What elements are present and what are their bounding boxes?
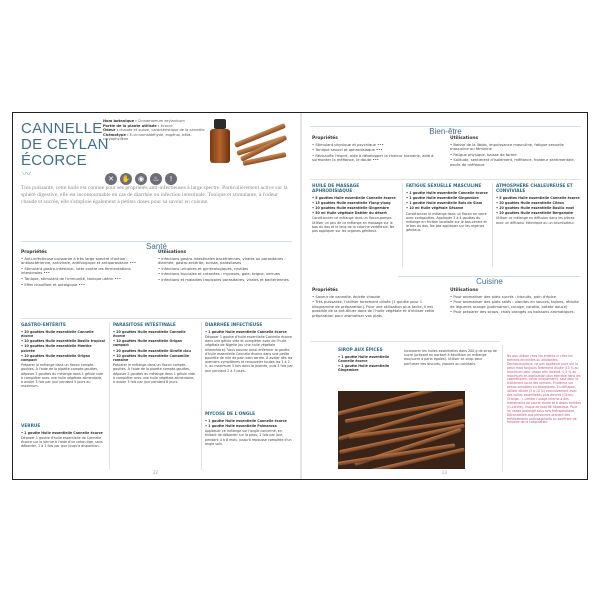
recipe-line: • 1 goutte Huile essentielle Cannelle écorce	[338, 354, 390, 363]
intro-text: Très puissante, cette huile est connue pour ses propriétés anti-infectieuses à large spectre. Particulièrement active sur la sphère digestive, elle est incontournable en cas de diarrhée ou infection intestinale. Tonique et stimulante, à l'odeur chaude et sucrée, elle s'emploie également à petites doses pour sa saveur en cuisine.	[21, 185, 288, 206]
part-value: écorce	[160, 123, 173, 128]
recipe-line: • 1 goutte Huile essentielle Cannelle écorce	[205, 418, 287, 423]
warning-text: Ne pas utiliser chez les enfants ni chez les femmes enceintes ou allaitantes. Dermocaustique, ne pas appliquer pure sur la peau mais toujours fortement diluée (10 % au maximum pour usage très localisé, 0,5 % au maximum en application plus étendue dans les cosmétiques, corps uniquement), sauf pour le traitement local des verrues. Prudence sur peaux sensibles ou allergiques. En diffusion, utiliser diluée (5 à 10 %) exclusivement avec des huiles essentielles plus douces (Citron, Orange...). Limiter l'usage interne à des traitements de courte durée et à doses limitées (ci-contre), risque de toxicité hépatique. Pour un usage prolongé sous avis thérapeutique. Déconseillée aux personnes prenant des médicaments anticoagulants ou souffrant de troubles de la coagulation.	[507, 354, 581, 425]
title-line-1: CANNELLE	[21, 120, 103, 137]
recipe-line: • 20 gouttes Huile essentielle Gingembre	[312, 206, 389, 210]
recipe-text: Préparer le mélange dans un flacon compte-gouttes. À l'aide de la pipette compte-gouttes, déposer 2 gouttes du mélange dans 1 gélule vide à compléter avec une huile végétale alimentaire, à avaler 3 fois par jour pendant 5 jours au maximum.	[21, 363, 103, 389]
cuisine-proprietes	[312, 289, 440, 320]
recipe-title: SIROP AUX ÉPICES	[338, 348, 383, 353]
left-page	[13, 113, 300, 479]
divider	[402, 183, 403, 267]
recipe-line: • 20 gouttes Huile essentielle Bergamote	[496, 211, 574, 216]
utilisation-item: • Fatigue physique, baisse de forme	[450, 152, 517, 157]
recipe-title: FATIGUE SEXUELLE MASCULINE	[406, 184, 482, 189]
skin-icon: ✋	[121, 175, 131, 183]
divider	[492, 183, 493, 267]
recipe-line: • 1 goutte Huile essentielle Gingembre	[406, 196, 479, 200]
odor-label: Odeur :	[103, 128, 119, 133]
recipe-title: DIARRHÉE INFECTIEUSE	[205, 323, 263, 328]
cinnamon-sticks-image	[233, 125, 291, 169]
recipe-mycose	[205, 413, 293, 447]
latin-value: Cinnamomum zeylanicum	[137, 119, 185, 123]
recipe-text: Appliquer ce mélange sur l'ongle concerné, en évitant de déborder sur la peau, 2 fois par jour, pendant 4 à 6 mois, jusqu'à repousse complète d'un ongle sain.	[205, 429, 292, 446]
propriete-item: • Stimulant gastro-intestinal, lutte contre les fermentations intestinales •••	[21, 266, 131, 276]
recipe-title: PARASITOSE INTESTINALE	[113, 323, 176, 328]
leaf-icon: 〰	[22, 170, 32, 180]
part-label: Partie de la plante utilisée :	[103, 123, 160, 128]
recipe-line: • 5 gouttes Huile essentielle Cannelle écorce	[496, 195, 580, 200]
recipe-line: • 10 ml Huile végétale Sésame	[406, 206, 464, 211]
recipe-title: ATMOSPHÈRE CHALEUREUSE ET CONVIVIALE	[496, 184, 573, 194]
recipe-line: • 1 goutte Huile essentielle Palmarosa	[205, 424, 277, 428]
recipe-line: • 20 gouttes Huile essentielle Giroflé clou	[113, 348, 191, 353]
recipe-massage	[312, 185, 398, 234]
recipe-line: • 20 gouttes Huile essentielle Cannelle écorce	[113, 329, 186, 338]
propriete-item: • Anti-infectieuse puissante à très large spectre d'action : antibactérienne, antivirale, antifongique et antiparasitaire •••	[21, 256, 137, 266]
recipe-parasitose	[113, 324, 197, 385]
left-utilisations	[158, 251, 292, 284]
propriete-item: • Réchauffe l'esprit, aide à développer la chaleur humaine, aide à surmonter la méfiance, le doute •••	[312, 153, 434, 163]
right-utilisations	[450, 137, 580, 169]
propriete-item: • Tonique, stimulant de l'immunité, tonique utérin •••	[21, 276, 122, 281]
book-spread	[12, 112, 588, 480]
title-line-2: DE CEYLAN	[21, 136, 109, 153]
recipe-line: • 1 goutte Huile essentielle Cannelle écorce	[205, 329, 287, 334]
divider	[109, 322, 110, 470]
right-proprietes	[312, 137, 440, 164]
recipe-text: Préparer le mélange dans un flacon compte-gouttes. À l'aide de la pipette compte-gouttes, déposer 2 gouttes du mélange dans 1 gélule vide à compléter avec une huile végétale alimentaire, à avaler 3 fois par jour pendant 8 jours.	[113, 363, 195, 385]
title-line-3: ÉCORCE	[21, 152, 87, 169]
recipe-line: • 50 ml Huile végétale Dattier du désert	[312, 211, 387, 216]
recipe-line: • 20 gouttes Huile essentielle Citron	[496, 200, 564, 205]
recipe-fatigue	[406, 185, 490, 234]
recipe-line: • 5 gouttes Huile essentielle Cannelle écorce	[312, 195, 396, 200]
recipe-sirop	[338, 349, 398, 374]
recipe-line: • 1 goutte Huile essentielle Gingembre	[338, 364, 390, 373]
usage-icons	[105, 166, 201, 183]
sante-label: Santé	[140, 242, 173, 251]
recipe-line: • 1 goutte Huile essentielle Cannelle écorce	[406, 190, 488, 195]
divider	[502, 345, 503, 471]
propriete-item: • Effet chauffant et antalgique •••	[21, 282, 86, 287]
utilisation-item: • Pour préparer des sirops, chaïs orangés ou boissons aromatiques.	[450, 310, 575, 315]
cuisine-heading	[398, 271, 581, 286]
recipe-line: • 10 gouttes Huile essentielle Basilic tropical	[21, 339, 105, 344]
latin-label: Nom botanique :	[103, 119, 137, 123]
proprietes-title: Propriétés	[312, 136, 338, 141]
divider	[310, 341, 500, 342]
warning-icon: !	[165, 173, 177, 185]
recipe-text: Déposer 1 goutte d'huile essentielle Cannelle écorce dans une gélule vide et compléter avec de l'huile végétale de Nigelle (ou une huile végétale alimentaire). Vous pouvez aussi enfermer la goutte d'huile essentielle Cannelle écorce dans une petite boulette de mie de pain bien serrée. À avaler dès les premiers symptômes et renouveler toutes les 1 à 2 h, au maximum 5 fois dans la journée, puis 3 fois par jour pendant 2 à 3 jours.	[205, 335, 293, 373]
utilisations-title: Utilisations	[158, 250, 187, 255]
cinnamon-photo	[338, 391, 465, 469]
utilisation-item: • Infections gastro-intestinales bactériennes, virales ou parasitaires : diarrhée, gastro-entérite, turista, parasitoses	[158, 256, 286, 266]
utilisation-item: • Infections urinaires et gynécologiques, cystites	[158, 266, 249, 271]
utilisations-title: Utilisations	[450, 136, 479, 141]
diffusion-icon: ◉	[135, 173, 147, 185]
odor-value: chaude et suave, caractéristique de la cannelle	[119, 128, 205, 133]
oral-icon: ✕	[105, 173, 117, 185]
recipe-title: GASTRO-ENTÉRITE	[21, 323, 66, 328]
recipe-line: • 10 gouttes Huile essentielle Camomille romaine	[113, 353, 189, 363]
divider	[21, 318, 292, 319]
propriete-item: • Tonique sexuel et aphrodisiaque •••	[312, 148, 383, 153]
sante-heading	[21, 236, 292, 251]
page-title	[21, 121, 109, 169]
utilisation-item: • Infections et maladies tropicales parasitaires, virales et bactériennes	[158, 277, 289, 282]
recipe-line: • 10 gouttes Huile essentielle Menthe poivrée	[21, 344, 92, 353]
recipe-verrue	[21, 425, 105, 450]
recipe-sirop-text: Incorporer les huiles essentielles dans 200 g de sirop de sucre (préparé en portant à ébullition un mélange eau/sucre à parts égales). Utiliser ce sirop pour parfumer des biscuits, yaourts ou cocktails.	[404, 349, 497, 366]
chemo-label: Chémotype :	[103, 132, 129, 137]
recipe-text: Déposer 1 goutte d'huile essentielle de Cannelle écorce sur la verrue à l'aide d'un coton-tige, sans déborder, 1 à 2 fois par jour jusqu'à disparition.	[21, 436, 103, 449]
page-number: 22	[153, 470, 159, 475]
utilisation-item: • Infections buccales et cutanées : mycoses, gale, teigne, verrues	[158, 272, 280, 277]
recipe-title: HUILE DE MASSAGE APHRODISIAQUE	[312, 184, 360, 194]
chemo-value: E-cinnamaldéhyde, eugénol, bêta-caryophyllène	[103, 132, 192, 142]
recipe-text: Conditionner ce mélange dans un flacon-pompe. Utiliser un peu de ce mélange en massage sur le bas du dos et le long de la colonne vertébrale. Ne pas appliquer sur les organes génitaux.	[312, 216, 395, 234]
utilisation-item: • Pour aromatiser des plats sucrés : biscuits, pain d'épice	[450, 294, 557, 299]
recipe-diarrhee	[205, 324, 293, 374]
recipe-text: Conditionner le mélange dans un flacon en verre avec codigouttes. Appliquer 3 à 4 gouttes du mélange en friction localisée sur le bas-ventre et le bas du dos. Ne pas appliquer sur les organes génitaux.	[406, 211, 487, 233]
bath-icon: ♨	[150, 173, 162, 185]
utilisation-item: • Solitude, sentiment d'isolement, méfiance, froideur sentimentale, excès de méfiance	[450, 158, 575, 167]
bien-etre-heading	[310, 121, 581, 136]
utilisation-item: • Pour aromatiser des plats salés : viandes en sauces, tajines, réduite de légumes orange (potimarron, courge, carotte, patate douce)	[450, 300, 579, 309]
propriete-item: • Stimulant physique et psychique •••	[312, 142, 384, 147]
recipe-text: Utiliser ce mélange en diffusion dans les pièces avec un diffuseur électrique ou un brumisateur.	[496, 216, 575, 225]
divider	[201, 322, 202, 470]
utilisation-item: • Baisse de la libido, impuissance masculine, fatigue sexuelle masculine ou féminine	[450, 142, 564, 152]
recipe-line: • 1 goutte Huile essentielle Bois de Siam	[406, 201, 483, 206]
left-proprietes	[21, 251, 151, 288]
recipe-atmosphere	[496, 185, 582, 226]
right-page	[302, 113, 589, 479]
proprietes-title: Propriétés	[21, 250, 47, 255]
bien-etre-label: Bien-être	[423, 127, 467, 136]
propriete-item: • Très puissante, l'utiliser fortement diluée (1 goutte pour 1 kilogramme de préparation). Pour une utilisation plus facile, il est possible de la pré-diluer dans de l'huile végétale et d'utiliser cette préparation pour aromatiser vos plats.	[312, 300, 435, 318]
recipe-line: • 20 gouttes Huile essentielle Cannelle écorce	[21, 329, 94, 338]
page-number: 23	[442, 470, 448, 475]
recipe-line: • 10 gouttes Huile essentielle Origan compact	[113, 339, 183, 348]
recipe-line: • 1 goutte Huile essentielle Cannelle écorce	[21, 430, 103, 435]
plant-info	[103, 119, 207, 142]
cuisine-label: Cuisine	[470, 277, 509, 286]
recipe-line: • 10 gouttes Huile essentielle Origan compact	[21, 353, 91, 363]
recipe-gastro-enterite	[21, 324, 105, 389]
recipe-title: MYCOSE DE L'ONGLE	[205, 412, 256, 417]
cuisine-utilisations	[450, 289, 580, 316]
utilisations-title: Utilisations	[450, 288, 479, 293]
essential-oil-bottle-icon	[209, 119, 231, 165]
recipe-line: • 15 gouttes Huile essentielle Ylang-ylang	[312, 200, 391, 205]
divider	[310, 179, 581, 180]
recipe-line: • 20 gouttes Huile essentielle Basilic exot	[496, 206, 574, 210]
propriete-item: • Saveur de cannelle, épicée chaude	[312, 294, 381, 299]
recipe-title: VERRUE	[21, 424, 41, 429]
proprietes-title: Propriétés	[312, 288, 338, 293]
